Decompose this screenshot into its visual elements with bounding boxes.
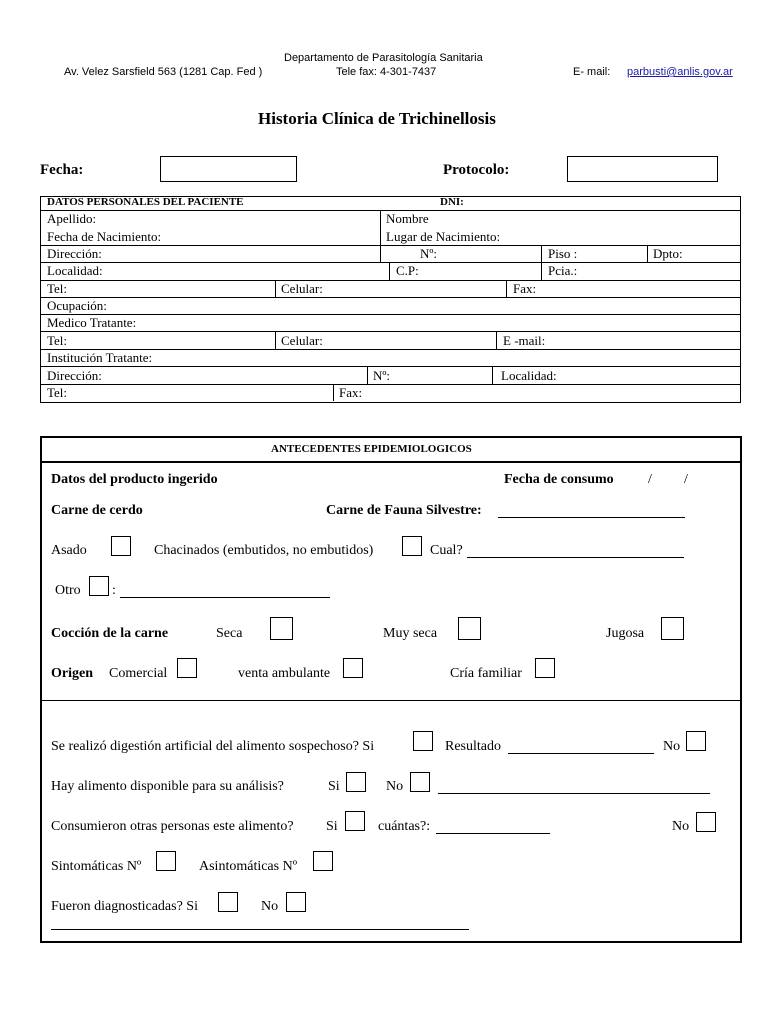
- seca-checkbox[interactable]: [270, 617, 293, 640]
- pcia-label: Pcia.:: [548, 263, 578, 278]
- dni-label: DNI:: [440, 196, 464, 208]
- resultado-label: Resultado: [445, 739, 501, 754]
- resultado-line[interactable]: [508, 753, 654, 754]
- otras-si-checkbox[interactable]: [345, 811, 365, 831]
- otro-label: Otro: [55, 583, 81, 598]
- asintomaticas-checkbox[interactable]: [313, 851, 333, 871]
- institucion-direccion-label: Dirección:: [47, 368, 102, 383]
- nombre-label: Nombre: [386, 211, 429, 226]
- jugosa-checkbox[interactable]: [661, 617, 684, 640]
- ambulante-label: venta ambulante: [238, 666, 331, 681]
- asado-checkbox[interactable]: [111, 536, 131, 556]
- apellido-label: Apellido:: [47, 211, 97, 226]
- otro-checkbox[interactable]: [89, 576, 109, 596]
- otras-no-checkbox[interactable]: [696, 812, 716, 832]
- fauna-label: Carne de Fauna Silvestre:: [326, 503, 482, 518]
- medico-celular-label: Celular:: [281, 333, 323, 348]
- asado-label: Asado: [51, 543, 87, 558]
- jugosa-label: Jugosa: [606, 626, 645, 641]
- chacinados-label: Chacinados (embutidos, no embutidos): [154, 543, 374, 558]
- fecha-field[interactable]: [160, 156, 297, 182]
- address: Av. Velez Sarsfield 563 (1281 Cap. Fed ): [64, 66, 263, 78]
- carne-cerdo-label: Carne de cerdo: [51, 503, 143, 518]
- cuantas-line[interactable]: [436, 833, 550, 834]
- lugar-nacimiento-label: Lugar de Nacimiento:: [386, 229, 501, 244]
- disponible-no-checkbox[interactable]: [410, 772, 430, 792]
- tel-label: Tel:: [47, 281, 68, 296]
- disponible-si-checkbox[interactable]: [346, 772, 366, 792]
- otro-line[interactable]: [120, 597, 330, 598]
- cual-line[interactable]: [467, 557, 684, 558]
- asintomaticas-label: Asintomáticas Nº: [199, 859, 298, 874]
- telefax: Tele fax: 4-301-7437: [336, 66, 437, 78]
- disponible-question: Hay alimento disponible para su análisis?: [51, 779, 284, 794]
- institucion-fax-label: Fax:: [339, 385, 363, 400]
- cria-checkbox[interactable]: [535, 658, 555, 678]
- medico-label: Medico Tratante:: [47, 315, 137, 330]
- ambulante-checkbox[interactable]: [343, 658, 363, 678]
- medico-tel-label: Tel:: [47, 333, 68, 348]
- chacinados-checkbox[interactable]: [402, 536, 422, 556]
- otras-no-label: No: [672, 819, 690, 834]
- celular-label: Celular:: [281, 281, 323, 296]
- sintomaticas-checkbox[interactable]: [156, 851, 176, 871]
- otras-question: Consumieron otras personas este alimento?: [51, 819, 294, 834]
- disponible-no-label: No: [386, 779, 404, 794]
- fecha-nacimiento-label: Fecha de Nacimiento:: [47, 229, 162, 244]
- fecha-consumo-label: Fecha de consumo: [504, 472, 614, 487]
- disponible-line[interactable]: [438, 793, 710, 794]
- otras-si-label: Si: [326, 819, 338, 834]
- institucion-tel-label: Tel:: [47, 385, 68, 400]
- fauna-line[interactable]: [498, 517, 685, 518]
- department-name: Departamento de Parasitología Sanitaria: [284, 52, 483, 64]
- institucion-localidad-label: Localidad:: [501, 368, 557, 383]
- dpto-label: Dpto:: [653, 246, 683, 261]
- origen-label: Origen: [51, 666, 93, 681]
- diagnosticadas-line[interactable]: [51, 929, 469, 930]
- email-link[interactable]: parbusti@anlis.gov.ar: [627, 66, 733, 78]
- comercial-label: Comercial: [109, 666, 168, 681]
- cria-label: Cría familiar: [450, 666, 522, 681]
- institucion-numero-label: Nº:: [373, 368, 391, 383]
- digestion-si-checkbox[interactable]: [413, 731, 433, 751]
- localidad-label: Localidad:: [47, 263, 103, 278]
- comercial-checkbox[interactable]: [177, 658, 197, 678]
- personal-heading: DATOS PERSONALES DEL PACIENTE: [47, 196, 244, 208]
- cp-label: C.P:: [396, 263, 419, 278]
- protocolo-field[interactable]: [567, 156, 718, 182]
- fax-label: Fax:: [513, 281, 537, 296]
- medico-email-label: E -mail:: [503, 333, 546, 348]
- ocupacion-label: Ocupación:: [47, 298, 107, 313]
- epi-heading: ANTECEDENTES EPIDEMIOLOGICOS: [271, 443, 472, 455]
- sintomaticas-label: Sintomáticas Nº: [51, 859, 142, 874]
- diagnosticadas-question: Fueron diagnosticadas? Si: [51, 899, 198, 914]
- institucion-label: Institución Tratante:: [47, 350, 153, 365]
- diagnosticadas-no-label: No: [261, 899, 279, 914]
- coccion-label: Cocción de la carne: [51, 626, 169, 641]
- email-label: E- mail:: [573, 66, 611, 78]
- disponible-si-label: Si: [328, 779, 340, 794]
- date-slash-1: /: [648, 472, 652, 487]
- direccion-label: Dirección:: [47, 246, 102, 261]
- piso-label: Piso :: [548, 246, 578, 261]
- page-title: Historia Clínica de Trichinellosis: [258, 109, 496, 128]
- muy-seca-label: Muy seca: [383, 626, 438, 641]
- otro-colon: :: [112, 583, 116, 598]
- cuantas-label: cuántas?:: [378, 819, 431, 834]
- numero-label: Nº:: [420, 246, 438, 261]
- digestion-no-label: No: [663, 739, 681, 754]
- diagnosticadas-si-checkbox[interactable]: [218, 892, 238, 912]
- producto-label: Datos del producto ingerido: [51, 472, 218, 487]
- fecha-label: Fecha:: [40, 162, 84, 178]
- cual-label: Cual?: [430, 543, 463, 558]
- personal-data-table: [40, 196, 741, 403]
- muy-seca-checkbox[interactable]: [458, 617, 481, 640]
- diagnosticadas-no-checkbox[interactable]: [286, 892, 306, 912]
- protocolo-label: Protocolo:: [443, 162, 510, 178]
- digestion-question: Se realizó digestión artificial del alimento sospechoso? Si: [51, 739, 375, 754]
- seca-label: Seca: [216, 626, 243, 641]
- digestion-no-checkbox[interactable]: [686, 731, 706, 751]
- date-slash-2: /: [684, 472, 688, 487]
